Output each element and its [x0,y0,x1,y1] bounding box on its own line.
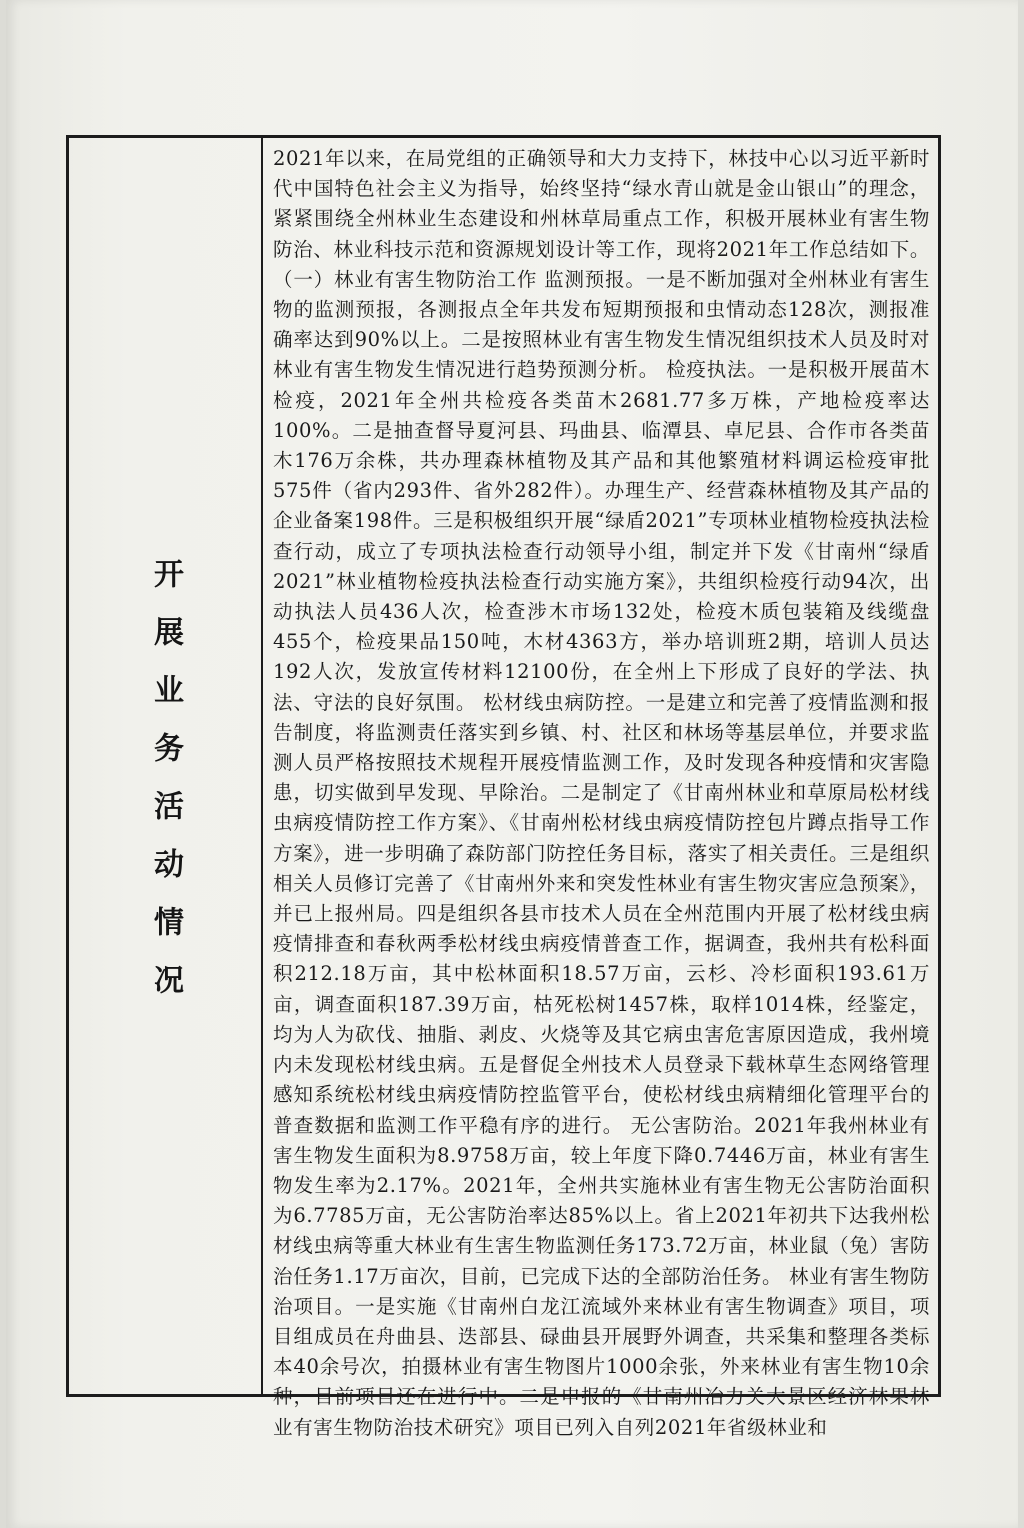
document-page [6,0,1018,1528]
form-table [66,135,941,1439]
section-label: 开展业务活动情况 [148,558,183,1022]
section-body-text: 2021年以来，在局党组的正确领导和大力支持下，林技中心以习近平新时代中国特色社会主义为指导，始终坚持“绿水青山就是金山银山”的理念，紧紧围绕全州林业生态建设和州林草局重点工作，积极开展林业有害生物防治、林业科技示范和资源规划设计等工作，现将2021年工作总结如下。（一）林业有害生物防治工作 监测预报。一是不断加强对全州林业有害生物的监测预报，各测报点全年共发布短期预报和虫情动态128次，测报准确率达到90%以上。二是按照林业有害生物发生情况组织技术人员及时对林业有害生物发生情况进行趋势预测分析。 检疫执法。一是积极开展苗木检疫，2021年全州共检疫各类苗木2681.77多万株，产地检疫率达100%。二是抽查督导夏河县、玛曲县、临潭县、卓尼县、合作市各类苗木176万余株，共办理森林植物及其产品和其他繁殖材料调运检疫审批575件（省内293件、省外282件）。办理生产、经营森林植物及其产品的企业备案198件。三是积极组织开展“绿盾2021”专项林业植物检疫执法检查行动，成立了专项执法检查行动领导小组，制定并下发《甘南州“绿盾2021”林业植物检疫执法检查行动实施方案》，共组织检疫行动94次，出动执法人员436人次，检查涉木市场132处，检疫木质包装箱及线缆盘455个，检疫果品150吨，木材4363方，举办培训班2期，培训人员达192人次，发放宣传材料12100份，在全州上下形成了良好的学法、执法、守法的良好氛围。 松材线虫病防控。一是建立和完善了疫情监测和报告制度，将监测责任落实到乡镇、村、社区和林场等基层单位，并要求监测人员严格按照技术规程开展疫情监测工作，及时发现各种疫情和灾害隐患，切实做到早发现、早除治。二是制定了《甘南州林业和草原局松材线虫病疫情防控工作方案》、《甘南州松材线虫病疫情防控包片蹲点指导工作方案》，进一步明确了森防部门防控任务目标，落实了相关责任。三是组织相关人员修订完善了《甘南州外来和突发性林业有害生物灾害应急预案》，并已上报州局。四是组织各县市技术人员在全州范围内开展了松材线虫病疫情排查和春秋两季松材线虫病疫情普查工作，据调查，我州共有松科面积212.18万亩，其中松林面积18.57万亩，云杉、冷杉面积193.61万亩，调查面积187.39万亩，枯死松树1457株，取样1014株，经鉴定，均为人为砍伐、抽脂、剥皮、火烧等及其它病虫害危害原因造成，我州境内未发现松材线虫病。五是督促全州技术人员登录下载林草生态网络管理感知系统松材线虫病疫情防控监管平台，使松材线虫病精细化管理平台的普查数据和监测工作平稳有序的进行。 无公害防治。2021年我州林业有害生物发生面积为8.9758万亩，较上年度下降0.7446万亩，林业有害生物发生率为2.17%。2021年，全州共实施林业有害生物无公害防治面积为6.7785万亩，无公害防治率达85%以上。省上2021年初共下达我州松材线虫病等重大林业有生害生物监测任务173.72万亩，林业鼠（兔）害防治任务1.17万亩次，目前，已完成下达的全部防治任务。 林业有害生物防治项目。一是实施《甘南州白龙江流域外来林业有害生物调查》项目，项目组成员在舟曲县、迭部县、碌曲县开展野外调查，共采集和整理各类标本40余号次，拍摄林业有害生物图片1000余张，外来林业有害生物10余种，目前项目还在进行中。二是申报的《甘南州冶力关大景区经济林果林业有害生物防治技术研究》项目已列入自列2021年省级林业和 [273,147,930,1439]
section-content-cell [263,138,938,1439]
section-label-cell [69,138,263,1394]
